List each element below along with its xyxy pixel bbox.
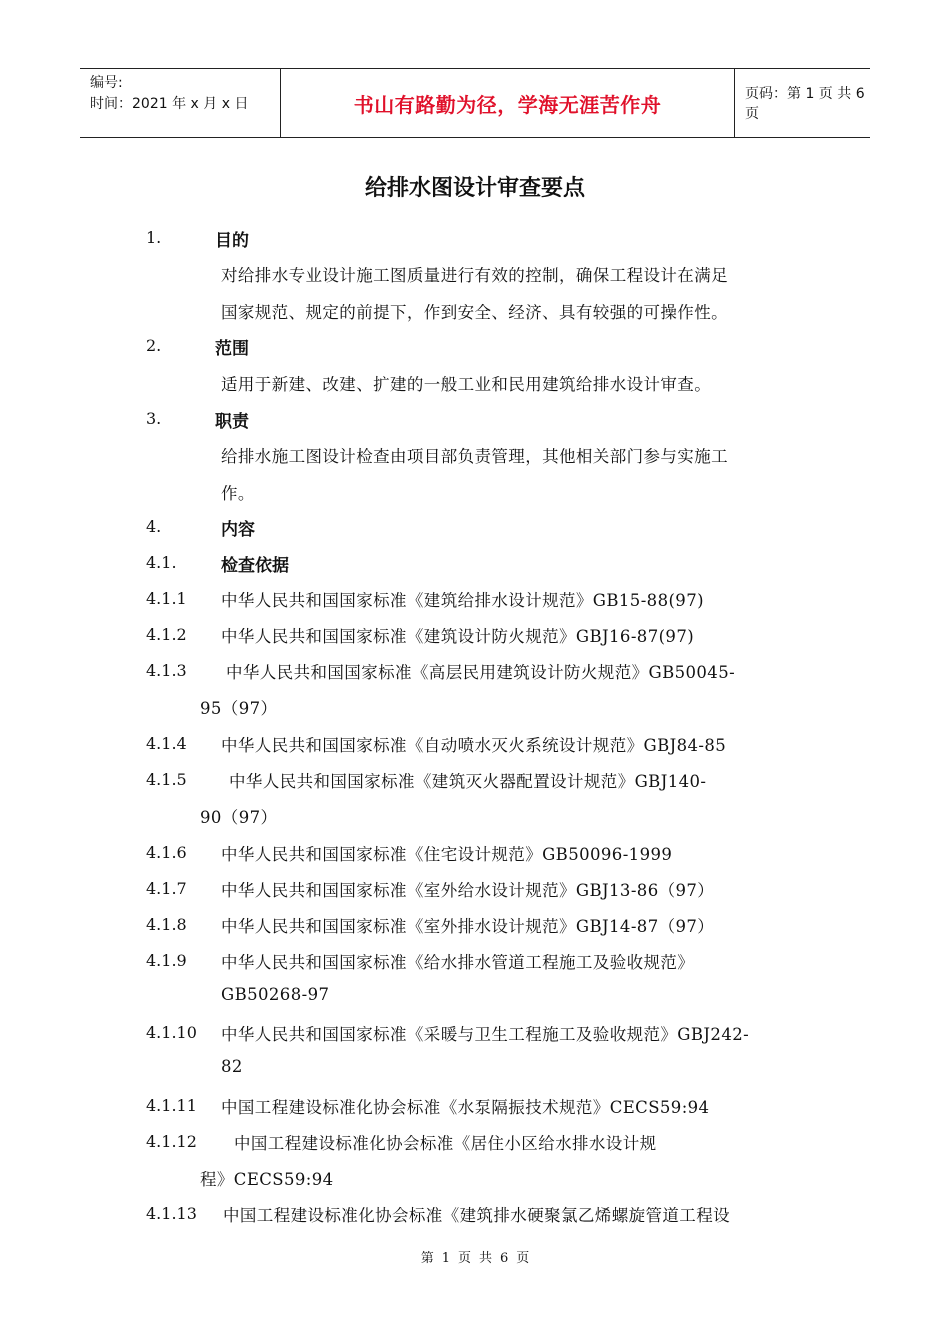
item-number: 4.1.1 — [146, 589, 187, 608]
paragraph-line: 适用于新建、改建、扩建的一般工业和民用建筑给排水设计审查。 — [221, 375, 712, 394]
item-text-continued: 95（97） — [200, 699, 278, 718]
paragraph-line: 作。 — [221, 484, 255, 503]
header-page-info: 页码：第 1 页 共 6 页 — [745, 86, 865, 122]
item-text: 中华人民共和国国家标准《建筑给排水设计规范》GB15-88(97) — [221, 591, 704, 610]
item-text: 中国工程建设标准化协会标准《建筑排水硬聚氯乙烯螺旋管道工程设 — [223, 1206, 730, 1225]
header-motto-cell — [280, 69, 735, 137]
footer-ye2: 页 — [516, 1251, 530, 1266]
section-heading: 目的 — [215, 231, 249, 251]
item-text: 中国工程建设标准化协会标准《居住小区给水排水设计规 — [234, 1134, 657, 1153]
header-page-cell — [735, 69, 870, 137]
section-number: 2. — [146, 336, 162, 355]
item-text: 中华人民共和国国家标准《高层民用建筑设计防火规范》GB50045- — [226, 663, 736, 682]
footer-di: 第 — [420, 1251, 434, 1266]
item-text: 中华人民共和国国家标准《建筑灭火器配置设计规范》GBJ140- — [229, 772, 707, 791]
header-motto: 书山有路勤为径，学海无涯苦作舟 — [353, 92, 662, 117]
footer-gong: 共 — [479, 1251, 493, 1266]
item-text: 中国工程建设标准化协会标准《水泵隔振技术规范》CECS59:94 — [221, 1098, 710, 1117]
item-text: 中华人民共和国国家标准《室外给水设计规范》GBJ13-86（97） — [221, 881, 715, 900]
item-number: 4.1.11 — [146, 1096, 197, 1115]
paragraph-line: 对给排水专业设计施工图质量进行有效的控制，确保工程设计在满足 — [221, 266, 728, 285]
document-number-label: 编号: — [90, 75, 123, 91]
section-number: 3. — [146, 409, 162, 428]
item-number: 4.1.2 — [146, 625, 187, 644]
item-number: 4.1.9 — [146, 951, 187, 970]
section-number: 4. — [146, 517, 162, 536]
item-number: 4.1.5 — [146, 770, 187, 789]
section-number: 1. — [146, 228, 162, 247]
footer-total-pages: 6 — [500, 1251, 509, 1266]
document-header — [80, 68, 870, 138]
page-footer — [0, 1247, 950, 1266]
item-number: 4.1.13 — [146, 1204, 197, 1223]
item-text: 中华人民共和国国家标准《自动喷水灭火系统设计规范》GBJ84-85 — [221, 736, 727, 755]
item-text: 中华人民共和国国家标准《住宅设计规范》GB50096-1999 — [221, 845, 673, 864]
item-text: 中华人民共和国国家标准《建筑设计防火规范》GBJ16-87(97) — [221, 627, 695, 646]
section-heading: 职责 — [215, 412, 249, 432]
footer-page-number: 1 — [441, 1251, 450, 1266]
section-heading: 范围 — [215, 339, 249, 359]
item-number: 4.1.7 — [146, 879, 187, 898]
item-number: 4.1.3 — [146, 661, 187, 680]
item-number: 4.1.4 — [146, 734, 187, 753]
item-text-continued: GB50268-97 — [221, 985, 330, 1004]
item-number: 4.1.8 — [146, 915, 187, 934]
item-text-continued: 82 — [221, 1057, 243, 1076]
section-number: 4.1. — [146, 553, 177, 572]
document-time-label: 时间：2021 年 x 月 x 日 — [90, 96, 249, 112]
item-text: 中华人民共和国国家标准《采暖与卫生工程施工及验收规范》GBJ242- — [221, 1025, 750, 1044]
item-text: 中华人民共和国国家标准《室外排水设计规范》GBJ14-87（97） — [221, 917, 715, 936]
item-number: 4.1.6 — [146, 843, 187, 862]
item-text: 中华人民共和国国家标准《给水排水管道工程施工及验收规范》 — [221, 953, 695, 972]
item-number: 4.1.12 — [146, 1132, 197, 1151]
document-title: 给排水图设计审查要点 — [364, 176, 585, 201]
header-meta-cell — [80, 69, 280, 137]
item-text-continued: 程》CECS59:94 — [200, 1170, 334, 1189]
item-text-continued: 90（97） — [200, 808, 278, 827]
section-heading: 检查依据 — [221, 556, 289, 576]
section-heading: 内容 — [221, 520, 255, 540]
footer-ye: 页 — [457, 1251, 471, 1266]
paragraph-line: 国家规范、规定的前提下，作到安全、经济、具有较强的可操作性。 — [221, 303, 728, 322]
paragraph-line: 给排水施工图设计检查由项目部负责管理，其他相关部门参与实施工 — [221, 447, 728, 466]
item-number: 4.1.10 — [146, 1023, 197, 1042]
